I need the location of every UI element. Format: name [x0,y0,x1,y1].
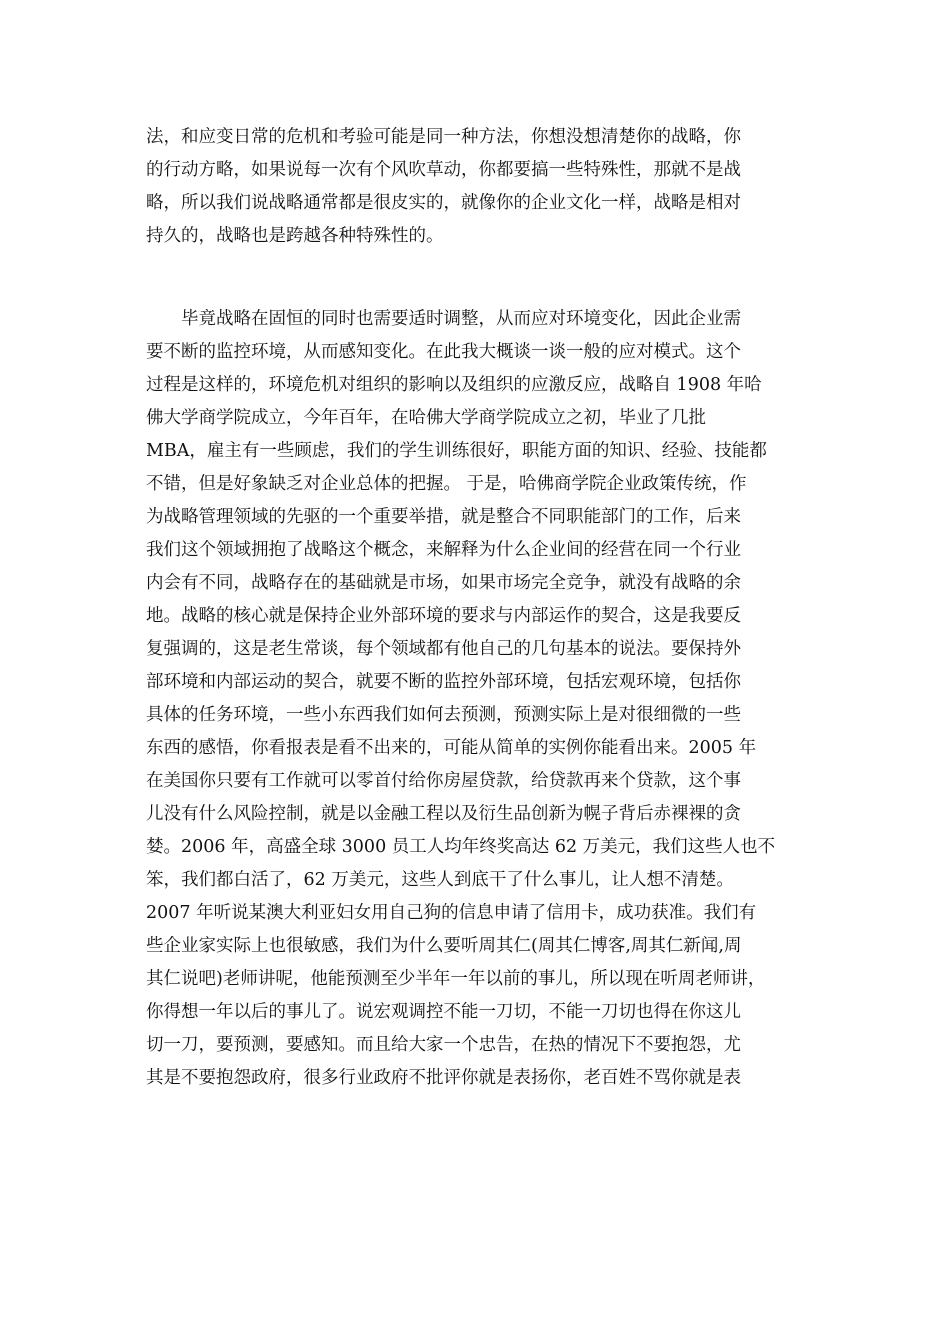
text-line: 内会有不同，战略存在的基础就是市场，如果市场完全竞争，就没有战略的余 [146,573,741,593]
text-line: 过程是这样的，环境危机对组织的影响以及组织的应激反应，战略自 1908 年哈 [146,375,762,395]
text-line: 切一刀，要预测，要感知。而且给大家一个忠告，在热的情况下不要抱怨，尤 [146,1035,741,1055]
text-line: 的行动方略，如果说每一次有个风吹草动，你都要搞一些特殊性，那就不是战 [146,160,741,180]
text-line: 为战略管理领域的先驱的一个重要举措，就是整合不同职能部门的工作，后来 [146,507,741,527]
text-line: 要不断的监控环境，从而感知变化。在此我大概谈一谈一般的应对模式。这个 [146,342,741,362]
text-line: MBA，雇主有一些顾虑，我们的学生训练很好，职能方面的知识、经验、技能都 [146,441,767,461]
text-line: 其是不要抱怨政府，很多行业政府不批评你就是表扬你，老百姓不骂你就是表 [146,1068,741,1088]
text-line: 在美国你只要有工作就可以零首付给你房屋贷款，给贷款再来个贷款，这个事 [146,771,741,791]
text-line: 持久的，战略也是跨越各种特殊性的。 [146,226,444,246]
text-line: 儿没有什么风险控制，就是以金融工程以及衍生品创新为幌子背后赤裸裸的贪 [146,804,741,824]
text-line: 其仁说吧)老师讲呢，他能预测至少半年一年以前的事儿，所以现在听周老师讲， [146,969,766,989]
text-line: 略，所以我们说战略通常都是很皮实的，就像你的企业文化一样，战略是相对 [146,193,741,213]
text-line: 些企业家实际上也很敏感，我们为什么要听周其仁(周其仁博客,周其仁新闻,周 [146,936,742,956]
text-line: 东西的感悟，你看报表是看不出来的，可能从简单的实例你能看出来。2005 年 [146,738,757,758]
text-line: 我们这个领域拥抱了战略这个概念，来解释为什么企业间的经营在同一个行业 [146,540,741,560]
text-line: 佛大学商学院成立，今年百年，在哈佛大学商学院成立之初，毕业了几批 [146,408,706,428]
text-line: 婪。2006 年，高盛全球 3000 员工人均年终奖高达 62 万美元，我们这些人也不 [146,837,776,857]
text-line: 毕竟战略在固恒的同时也需要适时调整，从而应对环境变化，因此企业需 [181,309,741,329]
text-line: 复强调的，这是老生常谈，每个领域都有他自己的几句基本的说法。要保持外 [146,639,741,659]
text-line: 你得想一年以后的事儿了。说宏观调控不能一刀切，不能一刀切也得在你这儿 [146,1002,741,1022]
text-line: 不错，但是好象缺乏对企业总体的把握。 于是，哈佛商学院企业政策传统，作 [146,474,747,494]
text-line: 2007 年听说某澳大利亚妇女用自己狗的信息申请了信用卡，成功获准。我们有 [146,903,757,923]
text-line: 笨，我们都白活了，62 万美元，这些人到底干了什么事儿，让人想不清楚。 [146,870,734,890]
text-line: 法，和应变日常的危机和考验可能是同一种方法，你想没想清楚你的战略，你 [146,127,741,147]
text-line: 具体的任务环境，一些小东西我们如何去预测，预测实际上是对很细微的一些 [146,705,741,725]
text-line: 地。战略的核心就是保持企业外部环境的要求与内部运作的契合，这是我要反 [146,606,741,626]
text-line: 部环境和内部运动的契合，就要不断的监控外部环境，包括宏观环境，包括你 [146,672,741,692]
